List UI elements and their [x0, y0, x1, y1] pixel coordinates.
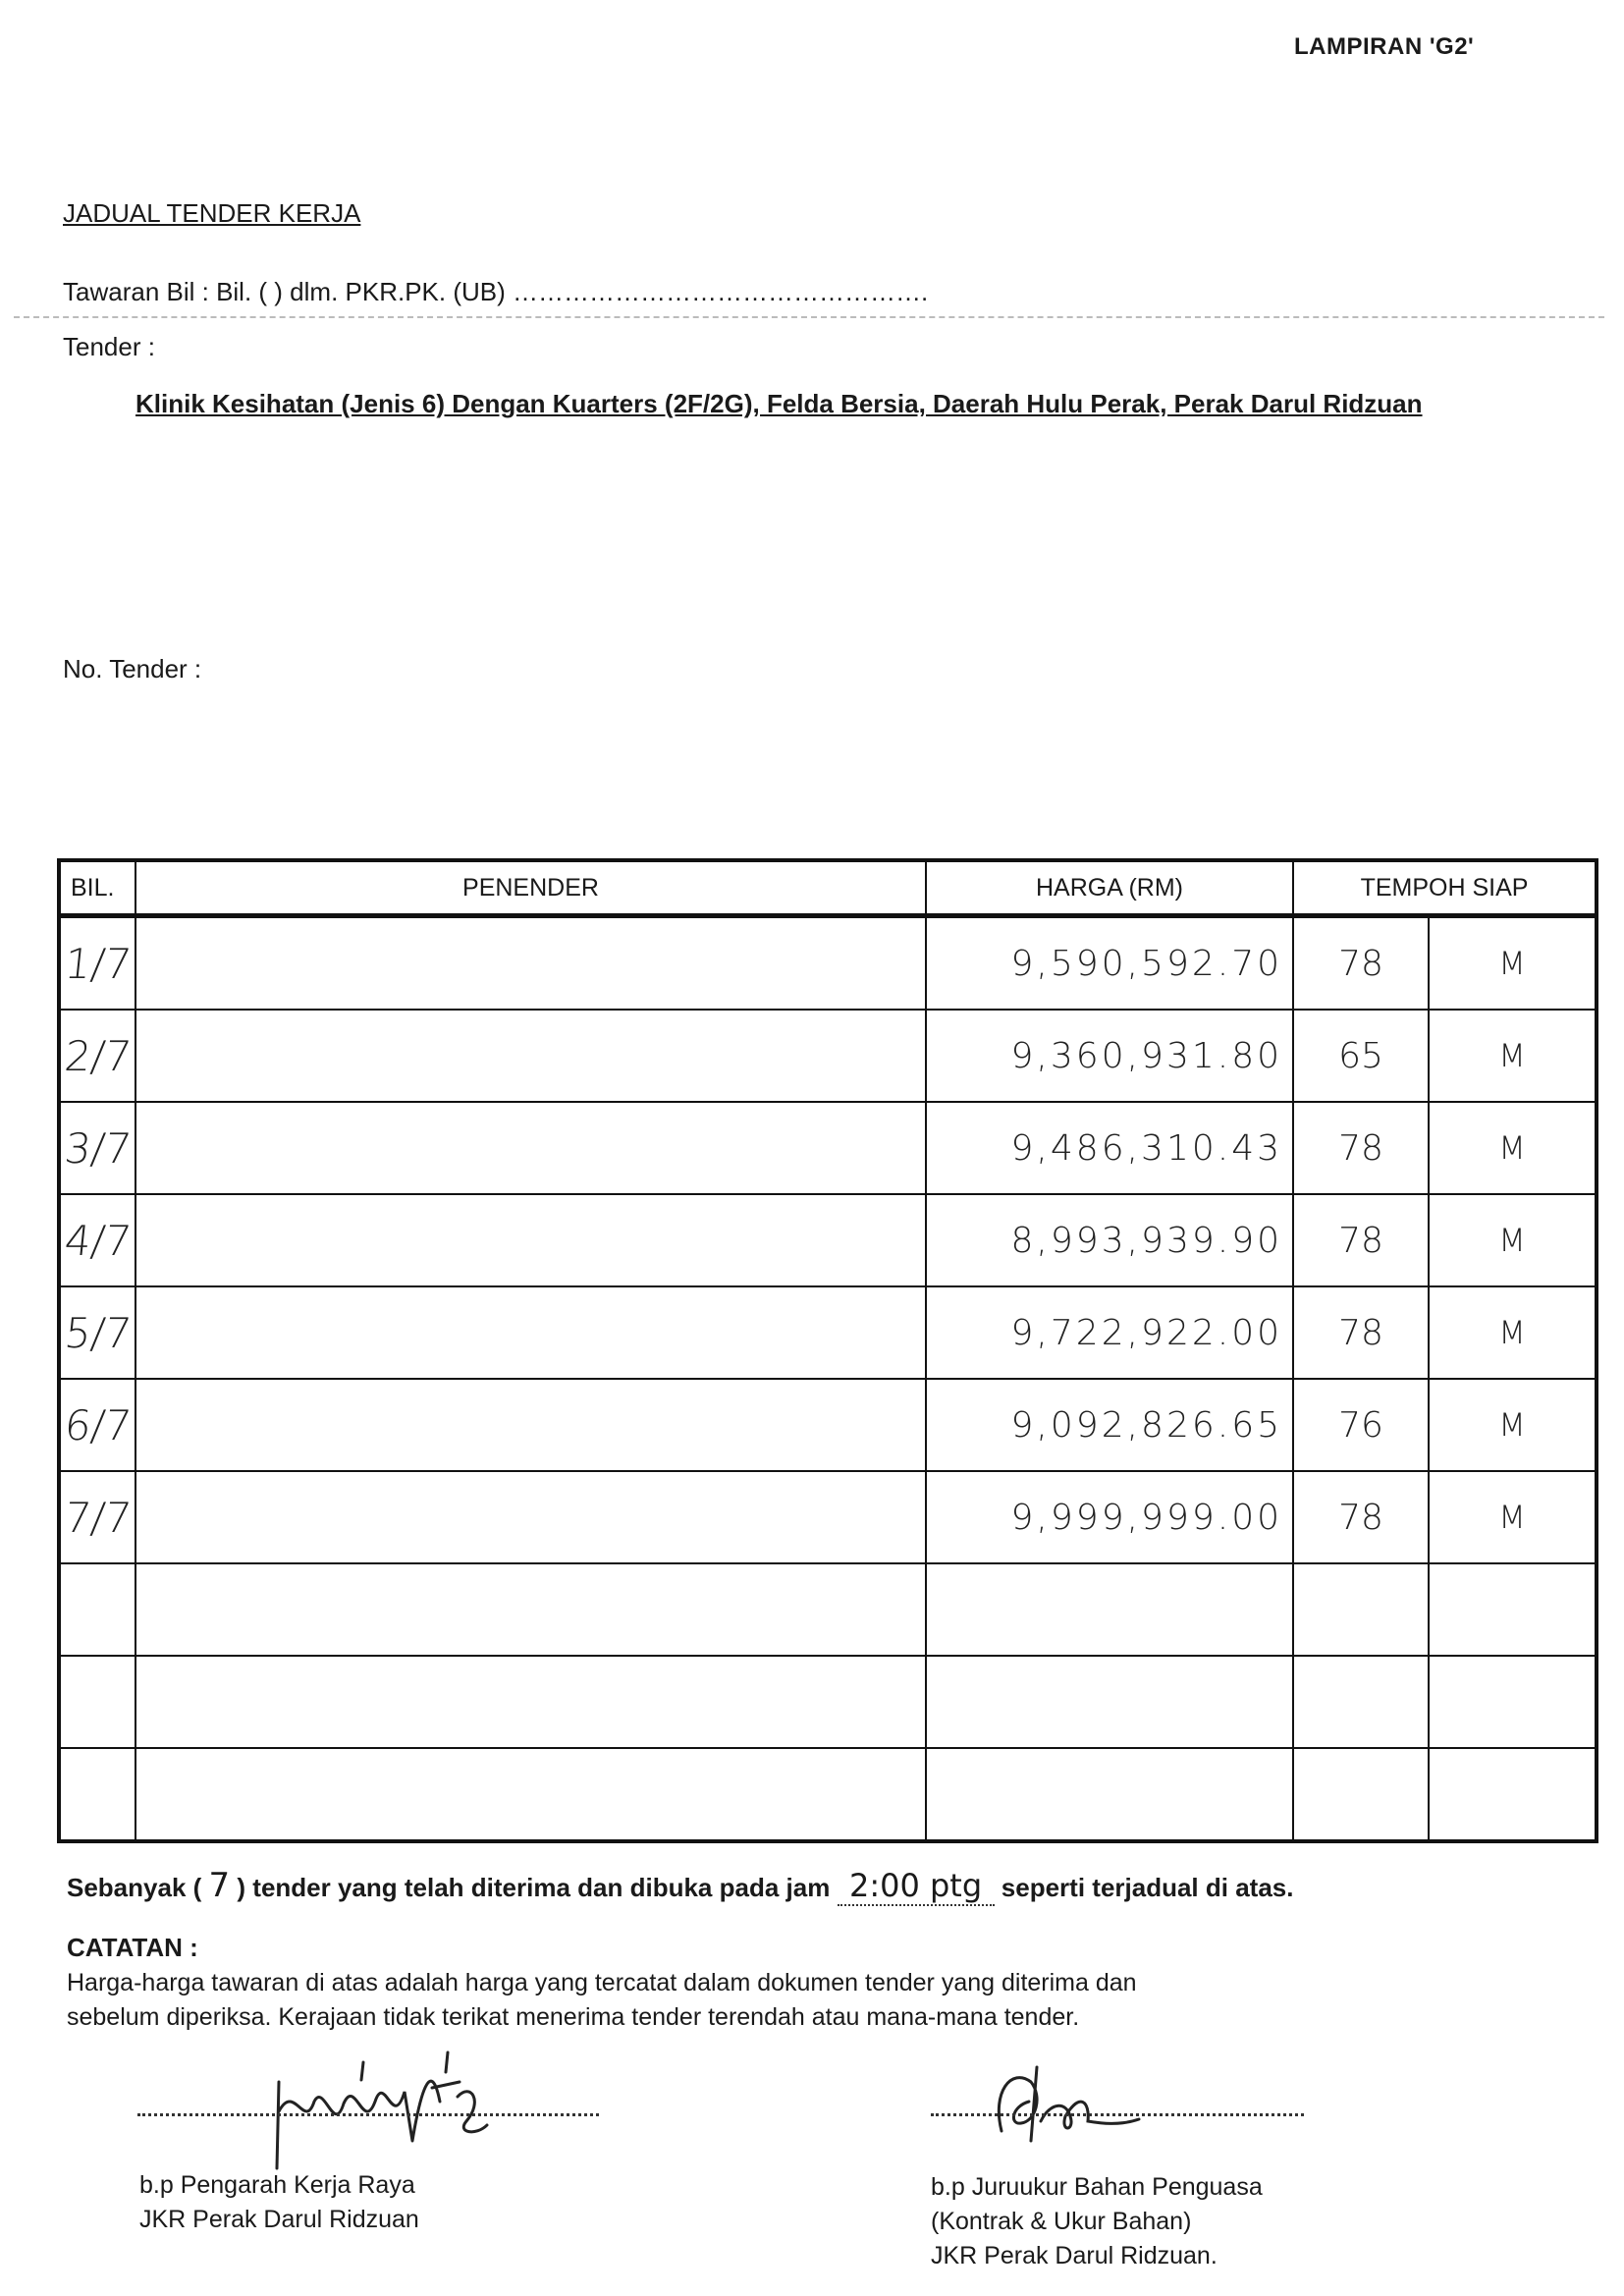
signatory-title: b.p Juruukur Bahan Penguasa	[931, 2173, 1263, 2201]
project-title: Klinik Kesihatan (Jenis 6) Dengan Kuarters (2F/2G), Felda Bersia, Daerah Hulu Perak, Perak Darul Ridzuan	[135, 389, 1423, 418]
price-cell	[926, 1748, 1293, 1841]
table-row	[59, 1471, 1597, 1563]
signatory-office: JKR Perak Darul Ridzuan.	[931, 2242, 1218, 2269]
bil-cell-text: 2/7	[62, 1031, 135, 1080]
bil-cell	[59, 1010, 135, 1102]
price-cell	[926, 1656, 1293, 1748]
tempoh-cell	[1293, 1286, 1429, 1379]
unit-cell-text: M	[1498, 945, 1526, 982]
tempoh-cell	[1293, 1379, 1429, 1471]
unit-cell	[1429, 1471, 1597, 1563]
unit-cell-text: M	[1498, 1406, 1526, 1444]
signatory-right	[931, 2170, 1263, 2273]
document-title: JADUAL TENDER KERJA	[63, 198, 361, 228]
column-header-penender: PENENDER	[135, 860, 926, 916]
penender-cell	[135, 1286, 926, 1379]
tempoh-cell-text: 78	[1338, 943, 1383, 984]
bil-cell	[59, 1563, 135, 1656]
tender-number-label: No. Tender :	[63, 654, 202, 683]
bil-cell	[59, 1102, 135, 1194]
unit-cell-text: M	[1498, 1129, 1526, 1167]
unit-cell	[1429, 1563, 1597, 1656]
tempoh-cell-text: 65	[1338, 1035, 1383, 1076]
bil-cell	[59, 1194, 135, 1286]
tempoh-cell-text: 76	[1338, 1404, 1383, 1446]
bil-cell	[59, 1471, 135, 1563]
tender-label: Tender :	[63, 332, 155, 361]
signature-line-right	[931, 2113, 1304, 2116]
unit-cell	[1429, 1748, 1597, 1841]
bil-cell-text: 3/7	[62, 1123, 135, 1173]
price-cell	[926, 916, 1293, 1011]
penender-cell	[135, 1194, 926, 1286]
bil-cell-text: 7/7	[62, 1493, 135, 1542]
notes-text	[67, 1966, 1304, 2035]
unit-cell-text: M	[1498, 1222, 1526, 1259]
tempoh-cell	[1293, 1748, 1429, 1841]
signature-right	[982, 2062, 1159, 2151]
attachment-label: LAMPIRAN 'G2'	[1294, 33, 1475, 60]
penender-cell	[135, 1656, 926, 1748]
table-row	[59, 1010, 1597, 1102]
table-row	[59, 1656, 1597, 1748]
bil-cell	[59, 1748, 135, 1841]
price-cell-text: 9,092,826.65	[1010, 1404, 1282, 1446]
bil-cell-text: 1/7	[62, 939, 135, 988]
signatory-title: b.p Pengarah Kerja Raya	[139, 2171, 415, 2199]
price-cell	[926, 1563, 1293, 1656]
tender-count: 7	[208, 1866, 231, 1905]
table-row	[59, 1286, 1597, 1379]
price-cell	[926, 1102, 1293, 1194]
unit-cell	[1429, 1656, 1597, 1748]
bil-cell-text: 5/7	[62, 1308, 135, 1357]
tempoh-cell	[1293, 1010, 1429, 1102]
unit-cell	[1429, 1286, 1597, 1379]
penender-cell	[135, 916, 926, 1011]
bil-cell	[59, 1379, 135, 1471]
penender-cell	[135, 1748, 926, 1841]
tempoh-cell	[1293, 916, 1429, 1011]
table-row	[59, 1102, 1597, 1194]
signatory-unit: (Kontrak & Ukur Bahan)	[931, 2208, 1192, 2235]
bil-cell-text: 6/7	[62, 1400, 135, 1449]
summary-line	[67, 1866, 1293, 1906]
price-cell-text: 9,486,310.43	[1010, 1127, 1282, 1169]
penender-cell	[135, 1379, 926, 1471]
column-header-harga: HARGA (RM)	[926, 860, 1293, 916]
price-cell-text: 9,722,922.00	[1010, 1312, 1282, 1353]
unit-cell	[1429, 1010, 1597, 1102]
notes-line: Harga-harga tawaran di atas adalah harga yang tercatat dalam dokumen tender yang diterima dan	[67, 1969, 1137, 1996]
tempoh-cell	[1293, 1471, 1429, 1563]
tempoh-cell-text: 78	[1338, 1312, 1383, 1353]
table-row	[59, 1194, 1597, 1286]
column-header-bil: BIL.	[59, 860, 135, 916]
summary-suffix: seperti terjadual di atas.	[1001, 1873, 1294, 1902]
table-row	[59, 916, 1597, 1011]
price-cell	[926, 1194, 1293, 1286]
bil-cell	[59, 1656, 135, 1748]
table-row	[59, 1379, 1597, 1471]
bil-cell	[59, 916, 135, 1011]
price-cell-text: 9,999,999.00	[1010, 1497, 1282, 1538]
tempoh-cell-text: 78	[1338, 1220, 1383, 1261]
bil-cell-text: 4/7	[62, 1216, 135, 1265]
table-row	[59, 1563, 1597, 1656]
tempoh-cell	[1293, 1102, 1429, 1194]
unit-cell-text: M	[1498, 1037, 1526, 1074]
signatory-office: JKR Perak Darul Ridzuan	[139, 2206, 419, 2233]
tempoh-cell	[1293, 1563, 1429, 1656]
signature-left	[265, 2043, 491, 2170]
penender-cell	[135, 1563, 926, 1656]
tempoh-cell	[1293, 1194, 1429, 1286]
summary-middle: ) tender yang telah diterima dan dibuka pada jam	[237, 1873, 831, 1902]
price-cell	[926, 1286, 1293, 1379]
unit-cell	[1429, 916, 1597, 1011]
signature-line-left	[137, 2113, 599, 2116]
offer-number-line: Tawaran Bil : Bil. ( ) dlm. PKR.PK. (UB) ………………………………………….	[63, 277, 929, 306]
penender-cell	[135, 1102, 926, 1194]
opening-time: 2:00 ptg	[838, 1867, 995, 1906]
tempoh-cell-text: 78	[1338, 1127, 1383, 1169]
bil-cell	[59, 1286, 135, 1379]
summary-prefix: Sebanyak (	[67, 1873, 202, 1902]
price-cell-text: 8,993,939.90	[1010, 1220, 1282, 1261]
tempoh-cell	[1293, 1656, 1429, 1748]
unit-cell	[1429, 1102, 1597, 1194]
scan-divider	[14, 316, 1604, 318]
unit-cell	[1429, 1194, 1597, 1286]
price-cell-text: 9,590,592.70	[1010, 943, 1282, 984]
table-header-row	[59, 860, 1597, 916]
price-cell	[926, 1471, 1293, 1563]
price-cell	[926, 1379, 1293, 1471]
price-cell-text: 9,360,931.80	[1010, 1035, 1282, 1076]
tender-schedule-table	[57, 858, 1598, 1843]
unit-cell	[1429, 1379, 1597, 1471]
notes-heading: CATATAN :	[67, 1933, 198, 1962]
table-row	[59, 1748, 1597, 1841]
column-header-tempoh: TEMPOH SIAP	[1293, 860, 1597, 916]
price-cell	[926, 1010, 1293, 1102]
notes-line: sebelum diperiksa. Kerajaan tidak terikat menerima tender terendah atau mana-mana tender.	[67, 2003, 1080, 2031]
unit-cell-text: M	[1498, 1499, 1526, 1536]
signatory-left	[139, 2168, 419, 2237]
penender-cell	[135, 1010, 926, 1102]
tempoh-cell-text: 78	[1338, 1497, 1383, 1538]
unit-cell-text: M	[1498, 1314, 1526, 1351]
penender-cell	[135, 1471, 926, 1563]
